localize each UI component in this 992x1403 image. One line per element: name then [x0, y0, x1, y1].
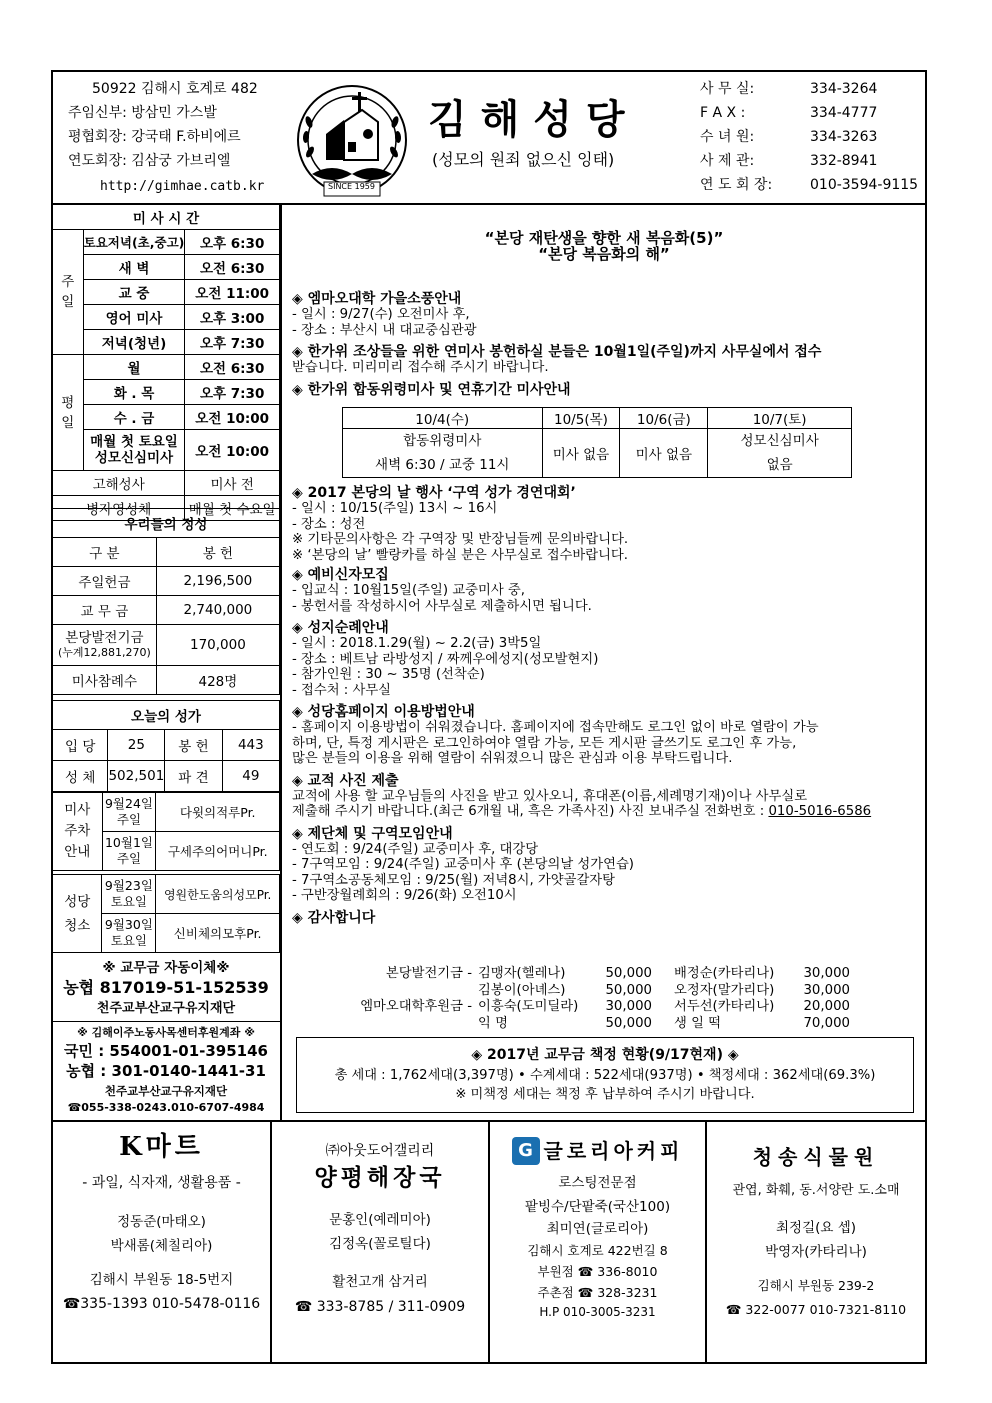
ad-phone: 주촌점 ☎ 328-3231: [537, 1285, 658, 1300]
holiday-date: 10/7(토): [708, 408, 852, 429]
contact-value: 334-3264: [810, 81, 878, 97]
notice-line: - 연도회 : 9/24(주일) 교중미사 후, 대강당: [292, 841, 539, 857]
notice-line: 받습니다. 미리미리 접수해 주시기 바랍니다.: [292, 360, 549, 375]
ad-owner: 문홍인(예레미아): [329, 1212, 431, 1228]
notice-heading: ◈ 한가위 합동위령미사 및 연휴기간 미사안내: [292, 381, 571, 398]
thanks-cell: 30,000: [803, 966, 850, 981]
mass-time: 오전 10:00: [185, 405, 280, 430]
center-account-box: [52, 1022, 280, 1120]
church-subtitle: (성모의 원죄 없으신 잉태): [432, 150, 615, 169]
logo-since: SINCE 1959: [328, 182, 375, 191]
thanks-cell: 김봉이(아녜스): [478, 982, 566, 998]
ad-title: 글로리아커피: [543, 1139, 684, 1163]
pledge-note: ※ 미책정 세대는 책정 후 납부하여 주시기 바랍니다.: [455, 1087, 755, 1102]
offering-name: 미사참례수: [53, 666, 157, 695]
ad-owner: 최미연(글로리아): [546, 1221, 649, 1237]
weekday-label: 평 일: [53, 355, 84, 471]
notice-line: - 입교식 : 10월15일(주일) 교중미사 중,: [292, 583, 525, 598]
hymn-number: 49: [222, 761, 279, 792]
sunday-label: 주 일: [53, 230, 84, 355]
notice-line: - 구반장월례회의 : 9/26(화) 오전10시: [292, 888, 517, 903]
church-address: 50922 김해시 호계로 482: [92, 81, 258, 97]
mass-time: 오후 3:00: [185, 305, 280, 330]
ad-phone: ☎ 322-0077 010-7321-8110: [725, 1302, 907, 1317]
mass-name: 새 벽: [83, 255, 185, 280]
hymn-label: 파 견: [165, 761, 222, 792]
notice-line: - 일시 : 2018.1.29(월) ~ 2.2(금) 3박5일: [292, 636, 542, 651]
center-account-holder: 천주교부산교구유지재단: [104, 1084, 228, 1098]
cleaning-label: 성당 청소: [53, 875, 102, 953]
auto-transfer-holder: 천주교부산교구유지재단: [96, 1001, 236, 1016]
contact-value: 010-3594-9115: [810, 177, 919, 193]
thanks-table: [300, 966, 900, 1032]
ad-title: 청송식물원: [752, 1145, 880, 1169]
notice-line: - 일시 : 10/15(주일) 13시 ~ 16시: [292, 501, 498, 516]
notice-line: - 장소 : 부산시 내 대교중심관광: [292, 322, 477, 338]
offering-name: 주일헌금: [53, 567, 157, 596]
center-account-kookmin: 국민 : 554001-01-395146: [64, 1042, 268, 1060]
thanks-cell: 오정자(말가리다): [674, 982, 775, 998]
thanks-cell: 서두선(카타리나): [674, 999, 775, 1014]
holiday-mass-time: 새벽 6:30 / 교중 11시: [375, 457, 510, 473]
thanks-cell: 김맹자(헬레나): [478, 966, 566, 981]
notice-line: - 일시 : 9/27(수) 오전미사 후,: [292, 307, 470, 322]
church-logo: [292, 82, 412, 202]
ad-kmart: [53, 1130, 270, 1316]
offering-heading: 우리들의 정성: [53, 509, 280, 538]
notice-heading: ◈ 한가위 조상들을 위한 연미사 봉헌하실 분들은 10월1일(주일)까지 사무실에서 접수: [292, 344, 822, 360]
ad-address: 김해시 부원동 18-5번지: [89, 1272, 234, 1288]
notice-line: - 장소 : 베트남 라방성지 / 짜께우에성지(성모발현지): [292, 651, 599, 667]
auto-transfer-account: 농협 817019-51-152539: [63, 978, 269, 997]
contact-label: F A X :: [700, 105, 746, 121]
thanks-cell: 20,000: [803, 999, 850, 1014]
ad-menu: 팥빙수/단팥죽(국산100): [524, 1199, 671, 1215]
auto-transfer-box: [52, 955, 280, 1022]
thanks-cell: 50,000: [605, 982, 652, 998]
hymn-heading: 오늘의 성가: [53, 701, 280, 730]
cleaning-date: 9월30일 토요일: [102, 914, 156, 953]
pledge-stats: 총 세대 : 1,762세대(3,397명) • 수계세대 : 522세대(937명) • 책정세대 : 362세대(69.3%): [334, 1068, 876, 1083]
mass-name: 수 . 금: [83, 405, 185, 430]
holiday-date: 10/4(수): [343, 408, 543, 429]
offering-cumulative: (누계12,881,270): [58, 646, 151, 659]
notice-line: - 홈페이지 이용방법이 쉬워졌습니다. 홈페이지에 접속만해도 로그인 없이 바로 열람이 가능: [292, 720, 819, 735]
ad-title-row: [490, 1134, 705, 1168]
ad-phone: ☎335-1393 010-5478-0116: [62, 1296, 261, 1312]
confession-time: 미사 전: [185, 471, 280, 496]
thanks-cell: 엠마오대학후원금 -: [360, 999, 472, 1014]
notice-line: ※ ‘본당의 날’ 빨랑카를 하실 분은 사무실로 접수바랍니다.: [292, 547, 628, 563]
offering-value: 2,740,000: [156, 596, 279, 625]
ad-cheongsong: [707, 1142, 925, 1322]
center-account-nonghyup: 농협 : 301-0140-1441-31: [66, 1062, 266, 1080]
offering-col-header: 봉 헌: [156, 538, 279, 567]
church-title: 김해성당: [428, 96, 639, 143]
hymn-number: 502,501: [108, 761, 165, 792]
center-account-title: ※ 김해이주노동사목센터후원계좌 ※: [77, 1026, 255, 1039]
ad-title: 양평해장국: [314, 1165, 446, 1191]
parking-date: 10월1일 주일: [102, 832, 156, 871]
notice-line: 교적에 사용 할 교우님들의 사진을 받고 있사오니, 휴대폰(이름,세례명기재)이나 사무실로: [292, 788, 808, 804]
mass-time: 오전 11:00: [185, 280, 280, 305]
website-link[interactable]: http://gimhae.catb.kr: [100, 179, 265, 194]
notice-line: ※ 기타문의사항은 각 구역장 및 반장님들께 문의바랍니다.: [292, 532, 629, 547]
contact-value: 334-4777: [810, 105, 878, 121]
notice-line: 하며, 단, 특정 게시판은 로그인하여야 열람 가능, 모든 게시판 글쓰기도 로그인 후 가능,: [292, 735, 797, 751]
ad-subtitle: - 과일, 식자재, 생활용품 -: [82, 1175, 241, 1191]
thanks-cell: 본당발전기금 -: [385, 966, 472, 981]
mass-schedule-table: [52, 204, 280, 521]
notice-heading: ◈ 제단체 및 구역모임안내: [292, 825, 453, 842]
mass-heading: 미 사 시 간: [53, 205, 280, 230]
notice-line: - 7구역소공동체모임 : 9/25(월) 저녁8시, 가얏골갈자탕: [292, 872, 615, 888]
parking-date: 9월24일 주일: [102, 793, 156, 832]
notice-heading: ◈ 감사합니다: [292, 909, 376, 926]
thanks-cell: 익 명: [478, 1015, 508, 1031]
parking-group: 다윗의적루Pr.: [156, 793, 280, 832]
offering-name: [53, 625, 157, 666]
notice-heading: ◈ 2017 본당의 날 행사 ‘구역 성가 경연대회’: [292, 485, 576, 501]
contact-label: 연 도 회 장:: [700, 177, 773, 193]
notice-heading: ◈ 엠마오대학 가을소풍안내: [292, 291, 462, 307]
notice-subtitle: “본당 복음화의 해”: [538, 245, 670, 263]
ad-top: ㈜아웃도어갤리리: [325, 1143, 435, 1159]
mass-time: 오전 10:00: [185, 430, 280, 471]
sick-communion-time: 매월 첫 수요일: [185, 496, 280, 521]
holiday-mass-cell: 미사 없음: [620, 429, 708, 478]
parking-group: 구세주의어머니Pr.: [156, 832, 280, 871]
ad-owner: 박영자(카타리나): [765, 1244, 867, 1260]
sick-communion-label: 병자영성체: [53, 496, 185, 521]
contact-label: 사 무 실:: [700, 81, 755, 97]
notice-heading: ◈ 예비신자모집: [292, 567, 389, 583]
holiday-mass-cell: 미사 없음: [542, 429, 620, 478]
council-head: 평협회장: 강국태 F.하비에르: [68, 129, 241, 145]
notice-line: - 7구역모임 : 9/24(주일) 교중미사 후 (본당의날 성가연습): [292, 857, 634, 872]
pledge-title: ◈ 2017년 교무금 책정 현황(9/17현재) ◈: [471, 1047, 739, 1063]
notice-line: - 봉헌서를 작성하시어 사무실로 제출하시면 됩니다.: [292, 598, 592, 614]
thanks-cell: 생 일 떡: [674, 1015, 721, 1031]
ad-title: K마트: [119, 1132, 204, 1162]
holiday-date: 10/5(목): [542, 408, 620, 429]
association-head: 연도회장: 김삼궁 가브리엘: [68, 153, 231, 169]
holiday-date: 10/6(금): [620, 408, 708, 429]
hymn-label: 성 체: [53, 761, 108, 792]
photo-phone: 010-5016-6586: [768, 804, 872, 819]
mass-time: 오후 6:30: [185, 230, 280, 255]
ad-phone: 부원점 ☎ 336-8010: [537, 1264, 658, 1279]
mass-name: 월: [83, 355, 185, 380]
holiday-mass-table: [342, 407, 852, 478]
ad-address: 김해시 호계로 422번길 8: [527, 1243, 668, 1258]
holiday-mass-cell: [708, 429, 852, 478]
notice-heading: ◈ 성당홈페이지 이용방법안내: [292, 704, 475, 720]
thanks-cell: 50,000: [605, 1015, 652, 1031]
ad-owner: 김정옥(꼴로틸다): [329, 1236, 431, 1252]
holiday-mass-cell: [343, 429, 543, 478]
parking-label: 미사 주차 안내: [53, 793, 103, 871]
ad-address: 활천고개 삼거리: [332, 1274, 428, 1290]
mass-name: 영어 미사: [83, 305, 185, 330]
offering-value: 428명: [156, 666, 279, 695]
holiday-mass-name: 성모신심미사: [740, 433, 819, 449]
notice-line: 제출해 주시기 바랍니다.(최근 6개월 내, 흑은 가족사진) 사진 보내주실 전화번호 : 010-5016-6586: [292, 804, 872, 819]
mass-time: 오후 7:30: [185, 330, 280, 355]
notice-line: - 참가인원 : 30 ~ 35명 (선착순): [292, 667, 485, 682]
notice-title: “본당 재탄생을 향한 새 복음화(5)”: [484, 229, 724, 247]
hymn-number: 25: [108, 730, 165, 761]
mass-time: 오전 6:30: [185, 255, 280, 280]
hymn-table: [52, 700, 280, 792]
offering-name: 교 무 금: [53, 596, 157, 625]
ad-haejangguk: [272, 1140, 488, 1320]
ad-phone: H.P 010-3005-3231: [539, 1305, 656, 1319]
ad-subtitle: 관엽, 화훼, 동.서양란 도.소매: [732, 1183, 900, 1198]
mass-time: 오전 6:30: [185, 355, 280, 380]
offering-col-header: 구 분: [53, 538, 157, 567]
mass-name: 교 중: [83, 280, 185, 305]
ad-owner: 정동준(마태오): [117, 1214, 206, 1230]
offering-value: 170,000: [156, 625, 279, 666]
notice-line: - 장소 : 성전: [292, 516, 366, 532]
contact-value: 332-8941: [810, 153, 878, 169]
notice-heading: ◈ 성지순례안내: [292, 620, 389, 636]
mass-name: 매월 첫 토요일 성모신심미사: [83, 430, 185, 471]
hymn-label: 입 당: [53, 730, 108, 761]
confession-label: 고해성사: [53, 471, 185, 496]
mass-name: 화 . 목: [83, 380, 185, 405]
ad-gloria-coffee: [490, 1134, 705, 1322]
thanks-cell: 50,000: [605, 966, 652, 981]
offering-table: [52, 508, 280, 695]
holiday-mass-status: 없음: [766, 457, 793, 473]
ad-address: 김해시 부원동 239-2: [757, 1278, 875, 1293]
ad-phone: ☎ 333-8785 / 311-0909: [294, 1299, 466, 1315]
holiday-mass-name: 합동위령미사: [403, 433, 482, 449]
thanks-cell: 이흥숙(도미딜라): [478, 999, 579, 1014]
cleaning-group: 신비체의모후Pr.: [156, 914, 280, 953]
parking-table: [52, 792, 280, 871]
thanks-cell: 30,000: [605, 999, 652, 1014]
offering-value: 2,196,500: [156, 567, 279, 596]
contact-value: 334-3263: [810, 129, 878, 145]
center-account-phone: ☎055-338-0243.010-6707-4984: [67, 1101, 265, 1114]
ad-subtitle: 로스팅전문점: [558, 1175, 637, 1191]
thanks-cell: 70,000: [803, 1015, 850, 1031]
thanks-cell: 30,000: [803, 982, 850, 998]
cleaning-date: 9월23일 토요일: [102, 875, 156, 914]
hymn-number: 443: [222, 730, 279, 761]
notice-line: - 접수처 : 사무실: [292, 682, 392, 698]
notice-heading: ◈ 교적 사진 제출: [292, 772, 399, 789]
ad-owner: 박새롬(체칠리아): [110, 1238, 213, 1254]
contact-label: 사 제 관:: [700, 153, 755, 169]
offering-name-main: 본당발전기금: [65, 630, 144, 646]
coffee-logo-icon: G: [512, 1137, 540, 1165]
cleaning-group: 영원한도움의성모Pr.: [156, 875, 280, 914]
notice-line: 많은 분들의 이용을 위해 열람이 쉬워졌으니 많은 관심과 이용 부탁드립니다.: [292, 751, 733, 766]
cleaning-table: [52, 874, 280, 953]
hymn-label: 봉 헌: [165, 730, 222, 761]
contact-label: 수 녀 원:: [700, 129, 755, 145]
mass-time: 오후 7:30: [185, 380, 280, 405]
mass-name: 저녁(청년): [83, 330, 185, 355]
pastor-name: 주임신부: 방삼민 가스발: [68, 105, 217, 121]
thanks-cell: 배정순(카타리나): [674, 966, 775, 981]
pledge-box: [296, 1037, 914, 1113]
mass-name: 토요저녁(초,중고): [83, 230, 185, 255]
ad-owner: 최정길(요 셉): [775, 1220, 857, 1236]
auto-transfer-title: ※ 교무금 자동이체※: [102, 960, 230, 976]
